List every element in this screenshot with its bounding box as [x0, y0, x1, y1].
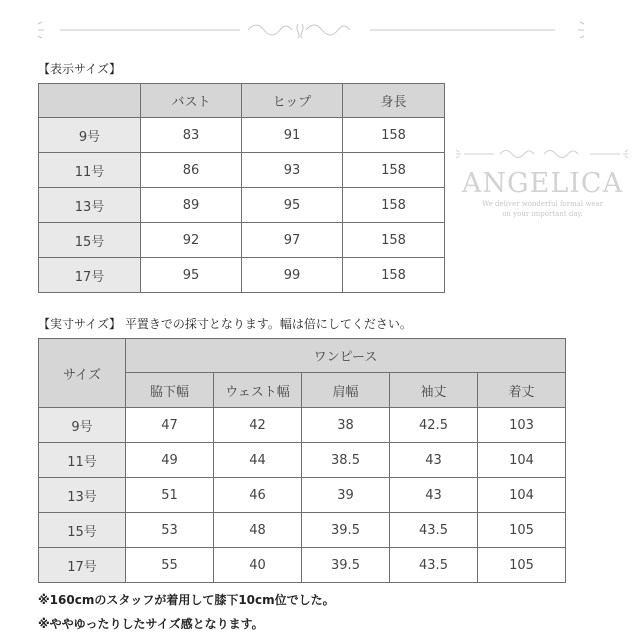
table-cell: 38	[302, 408, 390, 443]
table-cell: 38.5	[302, 443, 390, 478]
table-row	[39, 443, 566, 478]
table-row	[39, 188, 445, 223]
table-row	[39, 548, 566, 583]
table-cell: 158	[343, 223, 445, 258]
brand-tagline: We deliver wonderful formal wear	[481, 200, 604, 208]
row-header: 15号	[39, 223, 141, 258]
brand-name: ANGELICA	[461, 168, 624, 199]
actual-size-table	[38, 338, 566, 583]
column-header: 身長	[343, 84, 445, 118]
table-row	[39, 408, 566, 443]
table-cell: 105	[478, 513, 566, 548]
table-cell: 158	[343, 258, 445, 293]
table-cell: 158	[343, 118, 445, 153]
brand-watermark	[455, 150, 630, 219]
table-cell: 43.5	[390, 513, 478, 548]
top-ornament	[0, 0, 640, 50]
table-cell: 42.5	[390, 408, 478, 443]
actual-table-group-row	[39, 339, 566, 373]
fit-note: ※160cmのスタッフが着用して膝下10cm位でした。	[38, 593, 335, 607]
column-header: ウェスト幅	[214, 373, 302, 408]
row-header: 11号	[39, 443, 126, 478]
table-row	[39, 513, 566, 548]
group-header: ワンピース	[126, 339, 566, 373]
size-section-label: 【表示サイズ】	[38, 62, 122, 76]
table-cell: 103	[478, 408, 566, 443]
table-cell: 48	[214, 513, 302, 548]
table-cell: 39.5	[302, 513, 390, 548]
table-cell: 43	[390, 478, 478, 513]
table-cell: 53	[126, 513, 214, 548]
brand-tagline: on your important day.	[502, 210, 583, 218]
table-cell: 158	[343, 153, 445, 188]
table-cell: 51	[126, 478, 214, 513]
table-cell: 49	[126, 443, 214, 478]
row-header: 11号	[39, 153, 141, 188]
table-cell: 95	[242, 188, 343, 223]
table-cell: 89	[141, 188, 242, 223]
table-cell: 104	[478, 443, 566, 478]
table-row	[39, 153, 445, 188]
row-header: 15号	[39, 513, 126, 548]
row-header: 9号	[39, 118, 141, 153]
table-cell: 44	[214, 443, 302, 478]
table-row	[39, 223, 445, 258]
table-cell: 40	[214, 548, 302, 583]
column-header: 袖丈	[390, 373, 478, 408]
column-header: ヒップ	[242, 84, 343, 118]
column-header	[39, 84, 141, 118]
column-header: 肩幅	[302, 373, 390, 408]
table-cell: 47	[126, 408, 214, 443]
table-cell: 105	[478, 548, 566, 583]
table-cell: 43.5	[390, 548, 478, 583]
row-header: 13号	[39, 478, 126, 513]
row-header: 9号	[39, 408, 126, 443]
table-cell: 43	[390, 443, 478, 478]
row-header: 17号	[39, 548, 126, 583]
actual-section-label: 【実寸サイズ】 平置きでの採寸となります。幅は倍にしてください。	[38, 317, 412, 331]
table-cell: 86	[141, 153, 242, 188]
table-cell: 95	[141, 258, 242, 293]
table-cell: 55	[126, 548, 214, 583]
table-row	[39, 258, 445, 293]
table-row	[39, 118, 445, 153]
column-header: バスト	[141, 84, 242, 118]
table-cell: 92	[141, 223, 242, 258]
size-table	[38, 83, 445, 293]
table-cell: 46	[214, 478, 302, 513]
table-cell: 83	[141, 118, 242, 153]
table-cell: 99	[242, 258, 343, 293]
table-cell: 39.5	[302, 548, 390, 583]
row-header: 13号	[39, 188, 141, 223]
table-cell: 39	[302, 478, 390, 513]
column-header: 着丈	[478, 373, 566, 408]
fit-note: ※ややゆったりしたサイズ感となります。	[38, 617, 264, 631]
table-cell: 91	[242, 118, 343, 153]
table-cell: 42	[214, 408, 302, 443]
table-cell: 104	[478, 478, 566, 513]
table-row	[39, 478, 566, 513]
column-header: 脇下幅	[126, 373, 214, 408]
size-table-header-row	[39, 84, 445, 118]
table-cell: 97	[242, 223, 343, 258]
table-cell: 93	[242, 153, 343, 188]
row-header: 17号	[39, 258, 141, 293]
size-column-header: サイズ	[39, 339, 126, 408]
table-cell: 158	[343, 188, 445, 223]
